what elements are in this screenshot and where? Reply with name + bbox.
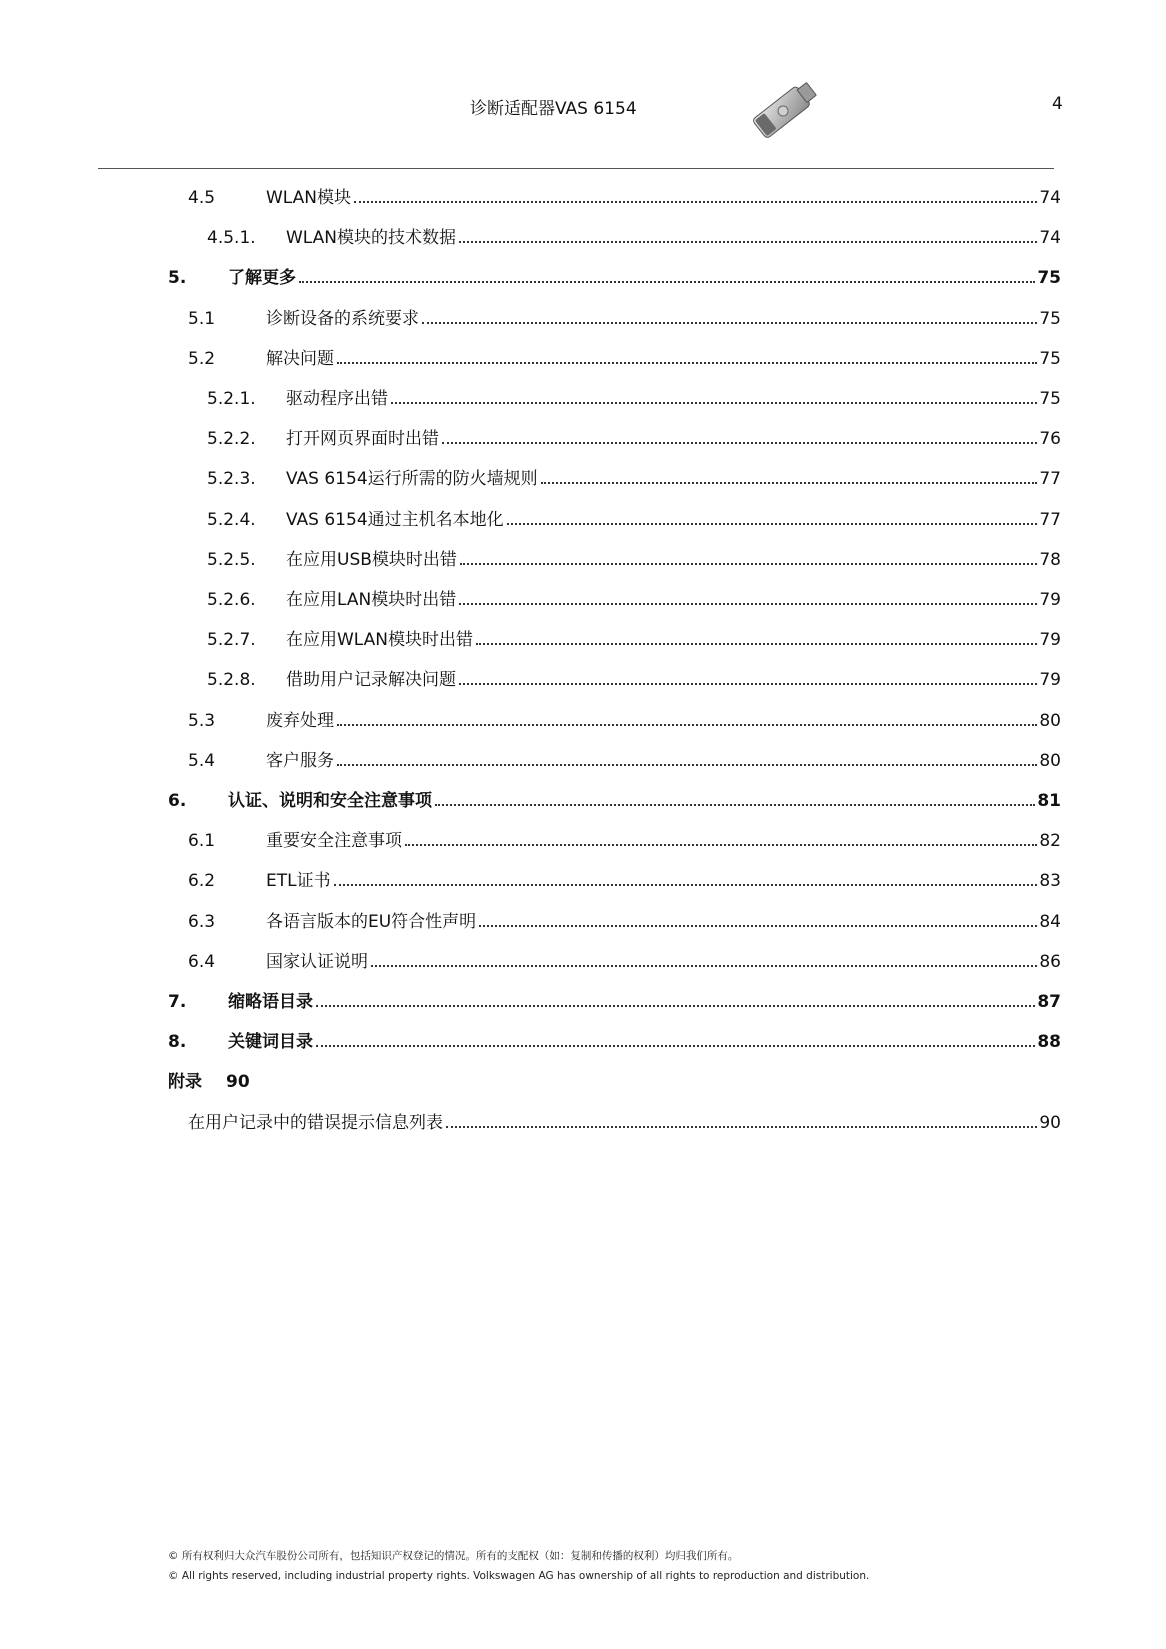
toc-entry[interactable] bbox=[0, 662, 1166, 690]
toc-entry-page: 80 bbox=[1039, 710, 1061, 731]
toc-entry-page: 88 bbox=[1037, 1032, 1061, 1053]
toc-entry-title: VAS 6154通过主机名本地化 bbox=[286, 509, 504, 530]
toc-entry-number: 4.5.1. bbox=[207, 228, 256, 249]
page-number: 4 bbox=[1052, 94, 1063, 114]
toc-entry-number: 5.2.5. bbox=[207, 549, 256, 570]
footer-copyright-en: © All rights reserved, including industrial property rights. Volkswagen AG has ownership of all rights to reproduction and distribution. bbox=[168, 1570, 870, 1582]
toc-entry-page: 75 bbox=[1039, 389, 1061, 409]
toc-entry[interactable] bbox=[0, 1105, 1166, 1133]
toc-entry-title: 在应用WLAN模块时出错 bbox=[286, 630, 474, 651]
toc-entry-title: 诊断设备的系统要求 bbox=[266, 308, 419, 329]
toc-entry-number: 6.3 bbox=[188, 911, 216, 932]
toc-entry-title: ETL证书 bbox=[266, 871, 331, 892]
toc-dot-leader bbox=[316, 1044, 1035, 1047]
toc-entry-page: 75 bbox=[1037, 268, 1061, 289]
toc-dot-leader bbox=[507, 522, 1038, 525]
toc-entry-title: WLAN模块的技术数据 bbox=[286, 228, 457, 249]
toc-entry-title: 在应用USB模块时出错 bbox=[286, 549, 457, 570]
toc-dot-leader bbox=[354, 200, 1037, 203]
toc-dot-leader bbox=[405, 843, 1037, 846]
toc-entry-title: 关键词目录 bbox=[228, 1032, 313, 1053]
toc-entry-page: 87 bbox=[1037, 992, 1061, 1012]
toc-dot-leader bbox=[435, 803, 1035, 806]
toc-dot-leader bbox=[337, 361, 1037, 364]
toc-entry-title: 国家认证说明 bbox=[266, 951, 368, 972]
toc-entry-page: 74 bbox=[1039, 188, 1061, 208]
toc-entry-page: 79 bbox=[1039, 670, 1061, 691]
toc-entry[interactable] bbox=[0, 944, 1166, 972]
appendix-page: 90 bbox=[226, 1072, 250, 1093]
toc-entry[interactable] bbox=[0, 823, 1166, 851]
toc-entry-number: 5.2.6. bbox=[207, 590, 256, 610]
toc-entry-number: 6. bbox=[168, 791, 187, 811]
toc-entry-page: 82 bbox=[1039, 831, 1061, 852]
toc-dot-leader bbox=[422, 321, 1037, 324]
toc-entry-number: 5.2.8. bbox=[207, 670, 256, 691]
toc-entry[interactable] bbox=[0, 341, 1166, 369]
toc-entry-title: 打开网页界面时出错 bbox=[286, 429, 439, 450]
toc-entry-title: 缩略语目录 bbox=[228, 992, 313, 1012]
toc-entry-number: 5. bbox=[168, 268, 187, 289]
toc-entry-number: 6.1 bbox=[188, 831, 216, 852]
toc-dot-leader bbox=[337, 723, 1037, 726]
toc-entry-number: 6.4 bbox=[188, 951, 216, 972]
toc-entry[interactable] bbox=[0, 622, 1166, 650]
toc-entry[interactable] bbox=[0, 381, 1166, 409]
toc-entry-page: 83 bbox=[1039, 871, 1061, 892]
toc-entry-number: 5.2 bbox=[188, 348, 216, 369]
toc-entry[interactable] bbox=[0, 904, 1166, 932]
toc-entry-number: 4.5 bbox=[188, 188, 216, 208]
toc-dot-leader bbox=[479, 924, 1037, 927]
toc-dot-leader bbox=[316, 1004, 1035, 1007]
toc-dot-leader bbox=[371, 964, 1037, 967]
toc-entry[interactable] bbox=[0, 743, 1166, 771]
toc-entry-title: VAS 6154运行所需的防火墙规则 bbox=[286, 469, 538, 490]
toc-entry-number: 5.4 bbox=[188, 750, 216, 771]
toc-entry-title: 解决问题 bbox=[266, 348, 334, 369]
toc-entry-page: 79 bbox=[1039, 590, 1061, 610]
toc-entry-title: 驱动程序出错 bbox=[286, 389, 388, 409]
toc-entry-title: 认证、说明和安全注意事项 bbox=[228, 791, 432, 811]
toc-dot-leader bbox=[459, 240, 1037, 243]
toc-dot-leader bbox=[337, 763, 1037, 766]
toc-entry-title: 废弃处理 bbox=[266, 710, 334, 731]
toc-entry-page: 80 bbox=[1039, 750, 1061, 771]
toc-entry[interactable] bbox=[0, 703, 1166, 731]
toc-entry[interactable] bbox=[0, 542, 1166, 570]
toc-dot-leader bbox=[334, 883, 1038, 886]
toc-entry-title: 客户服务 bbox=[266, 750, 334, 771]
toc-entry-number: 8. bbox=[168, 1032, 187, 1053]
toc-entry-page: 86 bbox=[1039, 951, 1061, 972]
toc-dot-leader bbox=[541, 481, 1038, 484]
toc-entry-title: 重要安全注意事项 bbox=[266, 831, 402, 852]
toc-dot-leader bbox=[391, 401, 1037, 404]
toc-entry-number: 5.2.1. bbox=[207, 389, 256, 409]
toc-entry-page: 90 bbox=[1039, 1112, 1061, 1133]
toc-entry[interactable] bbox=[0, 180, 1166, 208]
toc-entry-title: 了解更多 bbox=[228, 268, 296, 289]
toc-dot-leader bbox=[460, 562, 1037, 565]
toc-entry-number: 5.2.2. bbox=[207, 429, 256, 450]
toc-entry-title: 各语言版本的EU符合性声明 bbox=[266, 911, 477, 932]
toc-entry-number: 6.2 bbox=[188, 871, 216, 892]
usb-adapter-device-image bbox=[744, 74, 824, 144]
toc-entry-page: 78 bbox=[1039, 549, 1061, 570]
footer-copyright-cn: © 所有权利归大众汽车股份公司所有，包括知识产权登记的情况。所有的支配权（如：复制和传播的权利）均归我们所有。 bbox=[168, 1550, 739, 1562]
toc-entry-page: 79 bbox=[1039, 630, 1061, 651]
toc-entry-page: 77 bbox=[1039, 509, 1061, 530]
toc-dot-leader bbox=[459, 602, 1037, 605]
toc-dot-leader bbox=[442, 441, 1037, 444]
toc-entry[interactable] bbox=[0, 301, 1166, 329]
toc-entry[interactable] bbox=[0, 502, 1166, 530]
toc-entry-page: 74 bbox=[1039, 228, 1061, 249]
toc-entry-page: 81 bbox=[1037, 791, 1061, 811]
toc-entry-number: 5.2.3. bbox=[207, 469, 256, 490]
toc-entry-title: 在用户记录中的错误提示信息列表 bbox=[188, 1112, 443, 1133]
toc-entry[interactable] bbox=[0, 461, 1166, 489]
toc-dot-leader bbox=[459, 682, 1037, 685]
toc-entry-number: 5.1 bbox=[188, 308, 216, 329]
toc-entry[interactable] bbox=[0, 1024, 1166, 1052]
toc-entry-page: 77 bbox=[1039, 469, 1061, 490]
appendix-label: 附录 bbox=[168, 1072, 202, 1093]
toc-entry-page: 75 bbox=[1039, 348, 1061, 369]
toc-entry-number: 5.3 bbox=[188, 710, 216, 731]
toc-appendix-heading[interactable] bbox=[0, 1064, 1166, 1092]
toc-entry[interactable] bbox=[0, 421, 1166, 449]
toc-entry[interactable] bbox=[0, 863, 1166, 891]
toc-entry-number: 5.2.7. bbox=[207, 630, 256, 651]
toc-entry-page: 76 bbox=[1039, 429, 1061, 450]
toc-dot-leader bbox=[476, 642, 1037, 645]
toc-entry[interactable] bbox=[0, 582, 1166, 610]
toc-entry-page: 75 bbox=[1039, 308, 1061, 329]
toc-entry-number: 7. bbox=[168, 992, 187, 1012]
header-title: 诊断适配器VAS 6154 bbox=[470, 99, 637, 119]
toc-entry-title: 在应用LAN模块时出错 bbox=[286, 590, 457, 610]
toc-dot-leader bbox=[299, 280, 1035, 283]
toc-entry-title: 借助用户记录解决问题 bbox=[286, 670, 456, 691]
toc-entry[interactable] bbox=[0, 260, 1166, 288]
toc-entry-title: WLAN模块 bbox=[266, 188, 352, 208]
toc-entry-page: 84 bbox=[1039, 911, 1061, 932]
header-divider bbox=[98, 168, 1054, 169]
toc-dot-leader bbox=[446, 1125, 1037, 1128]
toc-entry[interactable] bbox=[0, 984, 1166, 1012]
toc-entry[interactable] bbox=[0, 220, 1166, 248]
toc-entry[interactable] bbox=[0, 783, 1166, 811]
toc-entry-number: 5.2.4. bbox=[207, 509, 256, 530]
